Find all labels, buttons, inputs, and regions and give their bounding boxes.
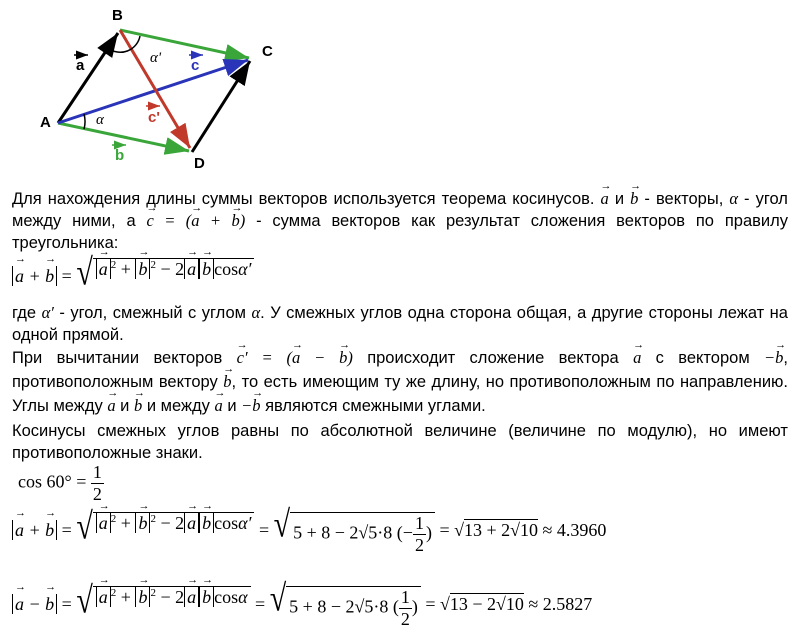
parallelogram-diagram <box>0 0 300 180</box>
angle-alpha-arc <box>84 114 85 129</box>
point-D-label: D <box>194 155 205 172</box>
paragraph-cosine-theorem: Для нахождения длины суммы векторов используется теорема косинусов. → a и → b - векторы, α - угол между ними, а → c = (→ a + → b) - сумма векторов как результат сложения векторов по правилу треугольника: <box>12 188 788 254</box>
label-alpha: α <box>96 112 104 128</box>
vector-a-line <box>58 33 118 123</box>
paragraph-subtraction: При вычитании векторов → c′ = (→ a − → b) происходит сложение вектора → a с вектором −→ b, противоположным вектору → b, то есть имеющим ту же длину, но противоположным по направлению. Углы между → a и → b и между → a и −→ b являются смежными углами. <box>12 346 788 418</box>
point-A-label: A <box>40 114 51 131</box>
label-alpha-prime: α' <box>150 50 162 66</box>
formula-sum-length: → a + → b = √ → a $^2$ + → b $^2$ − 2→ a→ b cosα′ <box>12 258 254 288</box>
point-C-label: C <box>262 43 273 60</box>
paragraph-adjacent-angle: где α′ - угол, смежный с углом α. У смежных углов одна сторона общая, а другие стороны лежат на одной прямой. <box>12 303 788 344</box>
point-B-label: B <box>112 7 123 24</box>
formula-sum-result: → a + → b = √ → a $^2$ + → b $^2$ − 2→ a→ b cosα′ = √ 5 + 8 − 2√5·8 (− $\frac{1}{2}$ ) = √13 + 2√10 ≈ 4.3960 <box>12 512 606 556</box>
vector-c-prime-line <box>120 30 190 148</box>
label-c: c <box>191 57 200 74</box>
label-a: a <box>76 57 85 74</box>
formula-cos60: cos 60° = $\frac{1}{2}$ <box>18 462 102 504</box>
paragraph-cosines: Косинусы смежных углов равны по абсолютной величине (величине по модулю), но имеют противоположные знаки. <box>12 422 788 462</box>
label-c-prime: c' <box>148 109 160 126</box>
label-b: b <box>115 147 125 164</box>
edge-bc-line <box>120 30 249 58</box>
formula-diff-result: → a − → b = √ → a $^2$ + → b $^2$ − 2→ a→ b cosα = √ 5 + 8 − 2√5·8 ( $\frac{1}{2}$ ) = √13 − 2√10 ≈ 2.5827 <box>12 586 592 630</box>
